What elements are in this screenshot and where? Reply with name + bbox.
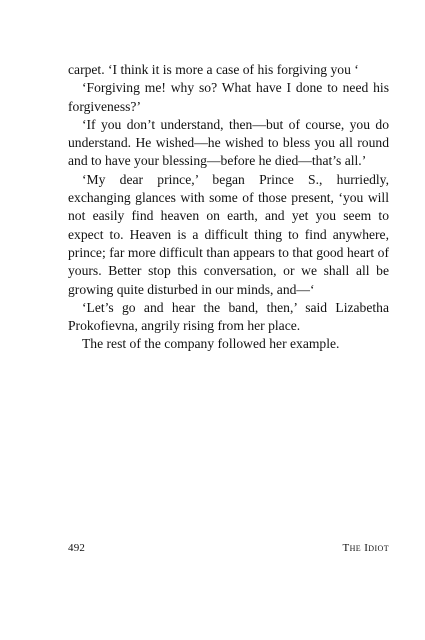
paragraph: carpet. ‘I think it is more a case of his forgiving you ‘ xyxy=(68,62,359,77)
paragraph: ‘Let’s go and hear the band, then,’ said Lizabetha Prokofievna, angrily rising from her place. xyxy=(68,299,389,334)
paragraph: ‘Forgiving me! why so? What have I done to need his forgiveness?’ xyxy=(68,80,389,114)
paragraph: ‘If you don’t understand, then—but of course, you do understand. He wished—he wished to bless you all round and to have your blessing—before he died—that’s all.’ xyxy=(68,116,389,169)
page-number: 492 xyxy=(68,542,86,554)
running-head: The Idiot xyxy=(342,542,389,554)
page-footer xyxy=(68,542,389,558)
paragraph: ‘My dear prince,’ began Prince S., hurriedly, exchanging glances with some of those present, ‘you will not easily find heaven on earth, and yet you seem to expect to. Heaven is a difficult thing to find anywhere, prince; far more difficult than appears to that good heart of yours. Better stop this conversation, or we shall all be growing quite disturbed in our minds, and—‘ xyxy=(68,171,389,297)
paragraph: The rest of the company followed her example. xyxy=(82,336,340,352)
body-text xyxy=(68,61,389,354)
